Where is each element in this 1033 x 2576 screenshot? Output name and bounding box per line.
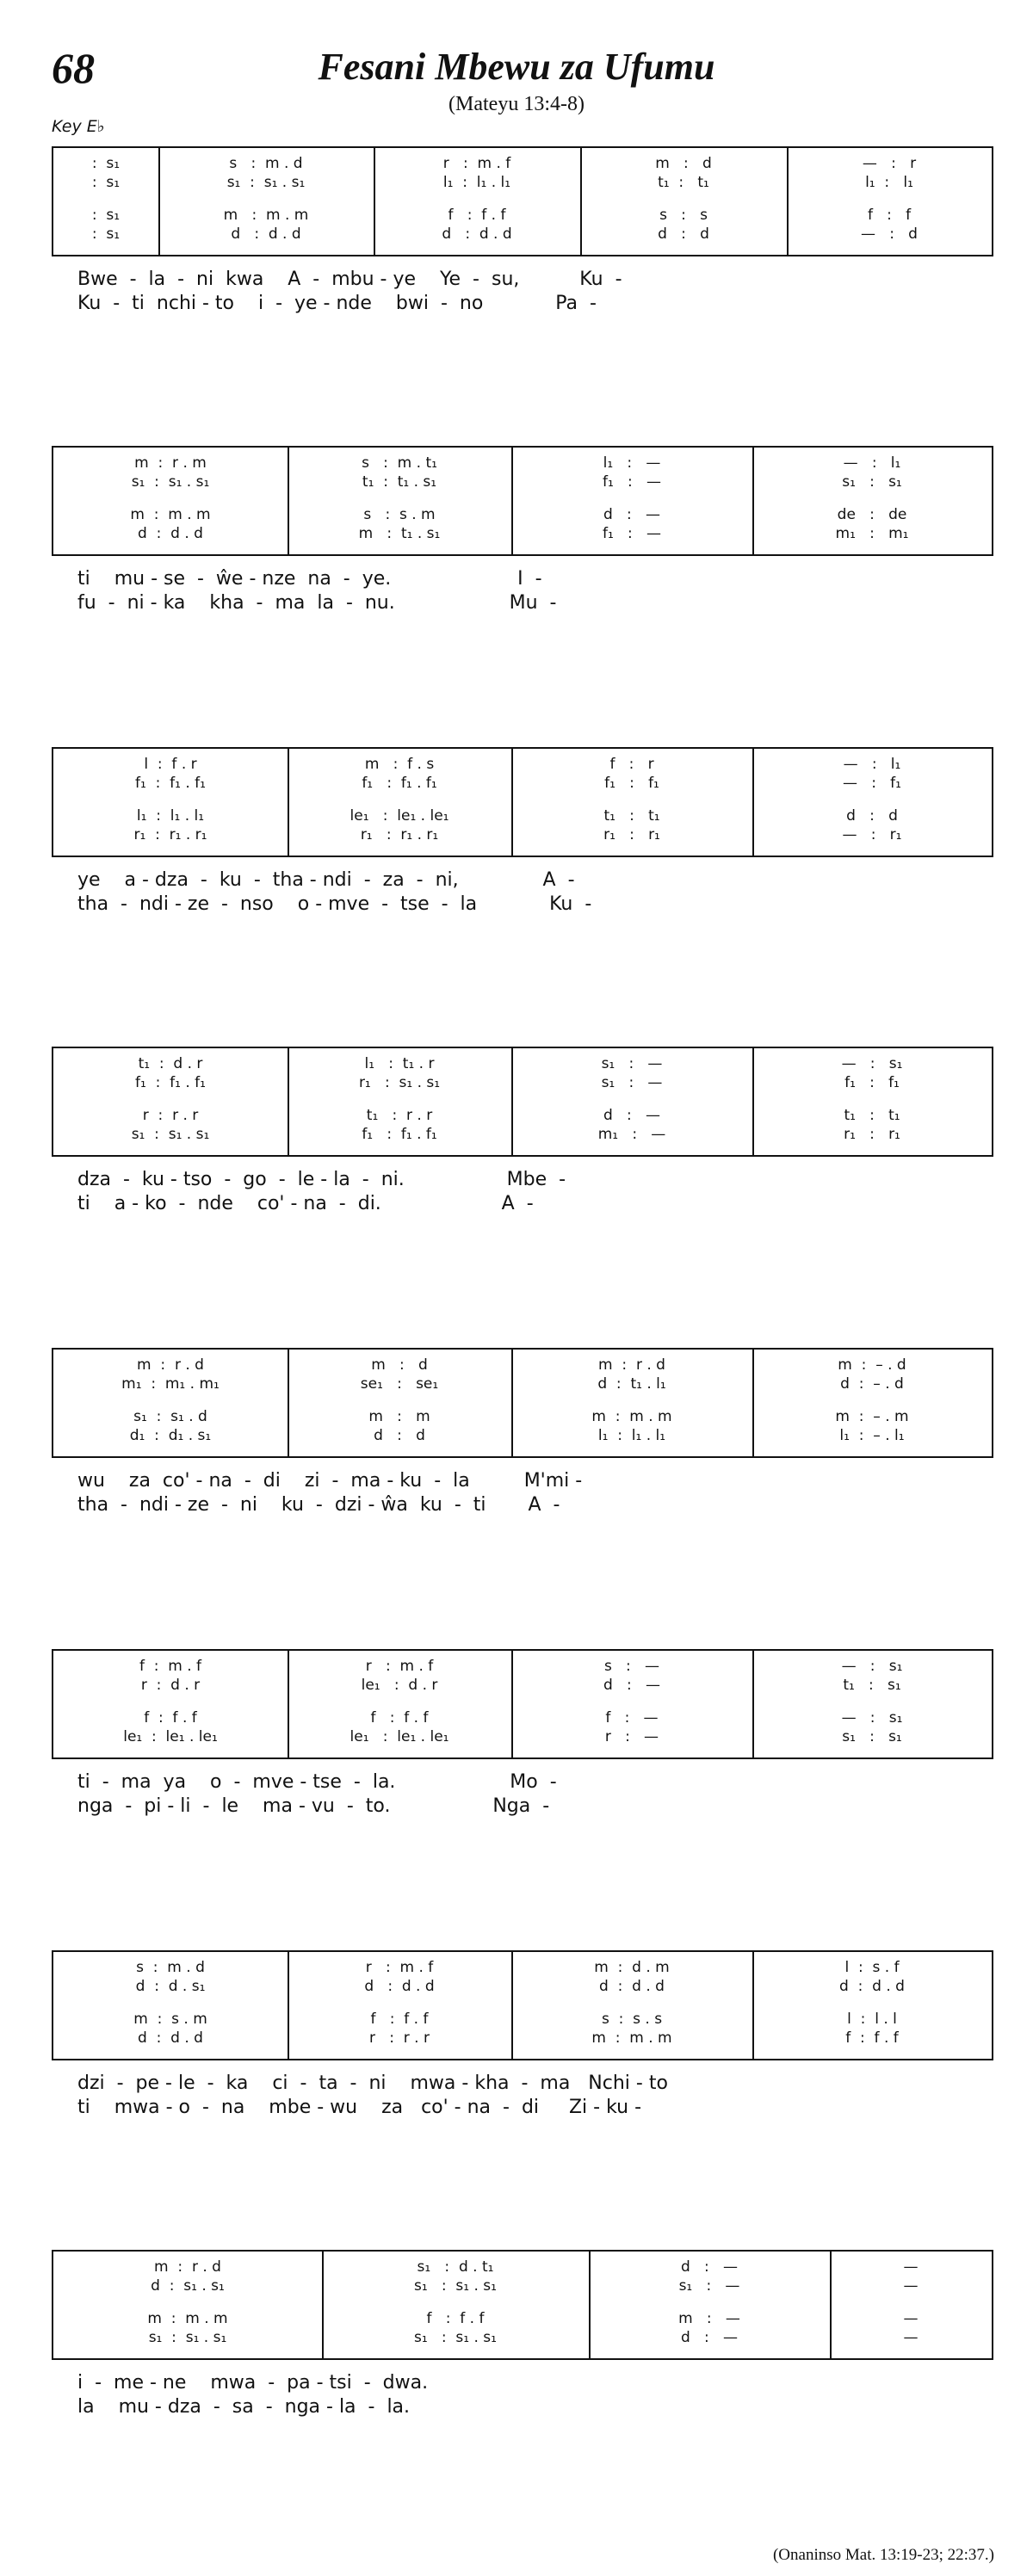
sol-fa-measure: f : m . f [139,1658,202,1675]
sol-fa-measure: s : s . s [601,2011,663,2028]
sol-fa-measure: l₁ : l₁ [865,174,913,191]
sol-fa-measure: f₁ : f₁ [844,1074,900,1091]
sol-fa-measure: se₁ : se₁ [360,1375,439,1393]
sol-fa-measure: s : s [659,207,708,224]
sol-fa-measure: l₁ : — [603,454,661,472]
sol-fa-measure: s₁ : s₁ [842,1728,902,1745]
voice-row [53,1053,992,1074]
sol-fa-measure: s₁ : s₁ . s₁ [131,473,210,491]
voice-row [53,825,992,845]
voice-row [53,1355,992,1375]
staff-box [52,146,993,256]
score-system [52,1649,993,1821]
sol-fa-measure: m : r . d [137,1356,204,1374]
sol-fa-measure: f₁ : f₁ . f₁ [135,775,206,792]
sol-fa-measure: d : — [603,1677,660,1694]
sol-fa-measure: f₁ : f₁ . f₁ [362,775,437,792]
sol-fa-measure: d : d . d [364,1978,435,1995]
voice-row [53,1727,992,1747]
staff-box [52,1047,993,1157]
sol-fa-measure: f : f . f [370,1709,429,1727]
sol-fa-measure: m₁ : m₁ [835,525,909,542]
lyric-line-2: la mu - dza - sa - nga - la - la. [77,2396,411,2418]
voice-row [53,472,992,492]
voice-row [53,2028,992,2048]
staff-box [52,747,993,857]
sol-fa-measure: f : f . f [426,2310,485,2327]
sol-fa-measure: f₁ : f₁ . f₁ [362,1126,437,1143]
staff-box [52,1649,993,1759]
sol-fa-measure: le₁ : le₁ . le₁ [349,1728,449,1745]
voice-row [53,1675,992,1696]
sol-fa-measure: m : m . m [591,2029,672,2047]
lyric-line-2: ti mwa - o - na mbe - wu za co' - na - di Zi - ku - [77,2097,642,2118]
sol-fa-measure: d : d [846,807,898,825]
sol-fa-measure: m : r . m [134,454,207,472]
sol-fa-measure: s : m . d [136,1959,205,1976]
sol-fa-measure: — : s₁ [841,1709,903,1727]
sol-fa-measure: f : f [867,207,912,224]
sol-fa-measure: l₁ : l₁ . l₁ [442,174,511,191]
sol-fa-measure: — : l₁ [843,756,901,773]
voice-row [53,1072,992,1093]
sol-fa-measure: — [903,2329,919,2346]
sol-fa-measure: r₁ : r₁ [844,1126,900,1143]
lyric-line-2: ti a - ko - nde co' - na - di. A - [77,1193,534,1214]
voice-row [53,1406,992,1427]
score-system [52,747,993,919]
sol-fa-measure: m : m [368,1408,430,1425]
sol-fa-measure: s₁ : d . t₁ [417,2258,494,2276]
sol-fa-measure: le₁ : le₁ . le₁ [349,807,449,825]
sol-fa-measure: d : — [681,2329,738,2346]
page-number: 68 [52,44,95,92]
sol-fa-measure: — [903,2277,919,2295]
sol-fa-measure: d : d . d [231,225,301,243]
sol-fa-measure: m₁ : — [597,1126,666,1143]
sol-fa-measure: d : d . d [138,2029,203,2047]
sol-fa-measure: s : m . t₁ [362,454,437,472]
sol-fa-measure: — : l₁ [843,454,901,472]
sol-fa-measure: — [903,2258,919,2276]
voice-row [53,2327,992,2348]
sol-fa-measure: : s₁ [91,155,121,172]
voice-row [53,172,992,193]
sol-fa-measure: — : s₁ [841,1658,903,1675]
voice-row [53,806,992,826]
sol-fa-measure: f : r [609,756,654,773]
sol-fa-measure: l₁ : – . l₁ [839,1427,905,1444]
voice-row [53,1656,992,1677]
sol-fa-measure: d : d [374,1427,425,1444]
voice-row [53,2009,992,2029]
lyric-line-1: ye a - dza - ku - tha - ndi - za - ni, A - [77,869,575,891]
staff-box [52,2250,993,2360]
footnote: (Onaninso Mat. 13:19-23; 22:37.) [772,2546,994,2564]
lyric-line-2: tha - ndi - ze - ni ku - dzi - ŵa ku - ti A - [77,1494,560,1516]
lyric-line-2: Ku - ti nchi - to i - ye - nde bwi - no Pa - [77,293,597,314]
sol-fa-measure: s : s . m [363,506,436,523]
lyric-line-1: dzi - pe - le - ka ci - ta - ni mwa - kha - ma Nchi - to [77,2073,668,2094]
sol-fa-measure: — : f₁ [843,775,901,792]
sol-fa-measure: s₁ : — [678,2277,740,2295]
sol-fa-measure: d : s₁ . s₁ [151,2277,225,2295]
sol-fa-measure: t₁ : s₁ [843,1677,901,1694]
lyric-line-2: nga - pi - li - le ma - vu - to. Nga - [77,1795,550,1817]
sol-fa-measure: le₁ : le₁ . le₁ [123,1728,218,1745]
sol-fa-measure: s₁ : s₁ [842,473,902,491]
sol-fa-measure: d : — [681,2258,738,2276]
sol-fa-measure: f : f . f [144,1709,197,1727]
sol-fa-measure: l : s . f [844,1959,900,1976]
sol-fa-measure: d : — [603,1107,660,1124]
sol-fa-measure: r₁ : r₁ . r₁ [133,826,207,843]
voice-row [53,1374,992,1394]
sol-fa-measure: s₁ : s₁ . s₁ [131,1126,210,1143]
score-system [52,446,993,618]
voice-row [53,1976,992,1997]
sol-fa-measure: : s₁ [91,174,121,191]
sol-fa-measure: d : d . d [599,1978,665,1995]
sol-fa-measure: r : r . r [142,1107,199,1124]
sol-fa-measure: s₁ : — [601,1055,663,1072]
sol-fa-measure: f : f . f [845,2029,899,2047]
sol-fa-measure: s₁ : s₁ . d [133,1408,207,1425]
lyric-line-2: fu - ni - ka kha - ma la - nu. Mu - [77,592,557,614]
lyric-line-1: ti mu - se - ŵe - nze na - ye. I - [77,568,542,590]
sol-fa-measure: r : m . f [442,155,511,172]
sol-fa-measure: m : r . d [598,1356,665,1374]
lyric-line-1: ti - ma ya o - mve - tse - la. Mo - [77,1771,557,1793]
sol-fa-measure: d : d [658,225,709,243]
staff-box [52,446,993,556]
sol-fa-measure: — : r₁ [842,826,902,843]
sol-fa-measure: r₁ : r₁ . r₁ [360,826,439,843]
sol-fa-measure: — : s₁ [841,1055,903,1072]
voice-row [53,153,992,174]
sol-fa-measure: t₁ : t₁ [844,1107,900,1124]
sol-fa-measure: l : l . l [847,2011,897,2028]
sol-fa-measure: l : f . r [144,756,197,773]
sol-fa-measure: d : d . d [138,525,203,542]
lyric-line-2: tha - ndi - ze - nso o - mve - tse - la Ku - [77,893,592,915]
sol-fa-measure: s : — [603,1658,659,1675]
score-system [52,2250,993,2422]
sol-fa-measure: — : r [862,155,917,172]
sol-fa-measure: d : d . d [839,1978,905,1995]
voice-row [53,1708,992,1728]
sol-fa-measure: r : — [604,1728,659,1745]
voice-row [53,2276,992,2296]
voice-row [53,1425,992,1446]
sol-fa-measure: m : m . m [147,2310,228,2327]
sol-fa-measure: f : f . f [448,207,506,224]
sol-fa-measure: — : d [861,225,918,243]
sol-fa-measure: t₁ : t₁ . s₁ [362,473,437,491]
sol-fa-measure: l₁ : l₁ . l₁ [597,1427,666,1444]
sol-fa-measure: l₁ : t₁ . r [364,1055,435,1072]
sol-fa-measure: d : t₁ . l₁ [597,1375,666,1393]
lyric-line-1: dza - ku - tso - go - le - la - ni. Mbe - [77,1169,566,1190]
sol-fa-measure: m : – . m [835,1408,909,1425]
sol-fa-measure: d : – . d [840,1375,904,1393]
sol-fa-measure: m : — [678,2310,740,2327]
sol-fa-measure: m : d . m [594,1959,670,1976]
sol-fa-measure: d : d . d [442,225,512,243]
score-system [52,146,993,318]
sol-fa-measure: l₁ : l₁ . l₁ [136,807,205,825]
sol-fa-measure: s₁ : s₁ . s₁ [226,174,306,191]
scripture-reference: (Mateyu 13:4-8) [448,93,585,115]
lyric-line-1: Bwe - la - ni kwa A - mbu - ye Ye - su, Ku - [77,269,622,290]
sol-fa-measure: m : f . s [364,756,435,773]
sol-fa-measure: d : d . s₁ [135,1978,206,1995]
sol-fa-measure: : s₁ [91,225,121,243]
sol-fa-measure: d : — [603,506,660,523]
sol-fa-measure: t₁ : d . r [138,1055,203,1072]
sol-fa-measure: r : d . r [140,1677,201,1694]
lyric-line-1: i - me - ne mwa - pa - tsi - dwa. [77,2372,429,2394]
sol-fa-measure: s : m . d [229,155,303,172]
sol-fa-measure: m₁ : m₁ . m₁ [121,1375,220,1393]
voice-row [53,523,992,544]
sol-fa-measure: m : m . m [223,207,309,224]
sol-fa-measure: t₁ : t₁ [658,174,709,191]
sol-fa-measure: s₁ : s₁ . s₁ [148,2329,227,2346]
voice-row [53,2308,992,2329]
sol-fa-measure: m : m . m [130,506,211,523]
voice-row [53,1124,992,1145]
sol-fa-measure: f : — [605,1709,659,1727]
score-system [52,1950,993,2122]
sol-fa-measure: r₁ : r₁ [603,826,660,843]
score-system [52,1348,993,1520]
sol-fa-measure: : s₁ [91,207,121,224]
sol-fa-measure: m : d [655,155,712,172]
score-system [52,1047,993,1219]
lyric-line-1: wu za co' - na - di zi - ma - ku - la M'mi - [77,1470,583,1492]
sol-fa-measure: f₁ : — [603,525,661,542]
sol-fa-measure: t₁ : r . r [366,1107,433,1124]
sol-fa-measure: m : r . d [154,2258,221,2276]
sol-fa-measure: m : d [371,1356,428,1374]
sol-fa-measure: s₁ : s₁ . s₁ [414,2277,497,2295]
voice-row [53,205,992,225]
key-signature: Key E♭ [52,117,105,136]
voice-row [53,1957,992,1978]
sol-fa-measure: r : m . f [365,1959,434,1976]
sol-fa-measure: t₁ : t₁ [603,807,660,825]
sol-fa-measure: m : s . m [133,2011,207,2028]
sol-fa-measure: f₁ : f₁ . f₁ [135,1074,206,1091]
sol-fa-measure: r₁ : s₁ . s₁ [358,1074,441,1091]
sol-fa-measure: d₁ : d₁ . s₁ [129,1427,212,1444]
staff-box [52,1348,993,1458]
voice-row [53,1105,992,1126]
sol-fa-measure: s₁ : — [601,1074,663,1091]
voice-row [53,754,992,775]
voice-row [53,224,992,244]
sol-fa-measure: f₁ : f₁ [604,775,659,792]
sol-fa-measure: f₁ : — [603,473,661,491]
sol-fa-measure: de : de [837,506,907,523]
sol-fa-measure: le₁ : d . r [361,1677,438,1694]
sol-fa-measure: m : m . m [591,1408,672,1425]
voice-row [53,453,992,473]
sol-fa-measure: — [903,2310,919,2327]
sol-fa-measure: s₁ : s₁ . s₁ [414,2329,497,2346]
staff-box [52,1950,993,2060]
sol-fa-measure: m : t₁ . s₁ [358,525,441,542]
voice-row [53,2257,992,2277]
voice-row [53,773,992,794]
sol-fa-measure: m : – . d [838,1356,906,1374]
voice-row [53,504,992,525]
sol-fa-measure: r : r . r [369,2029,430,2047]
page-title: Fesani Mbewu za Ufumu [318,46,715,88]
sol-fa-measure: f : f . f [370,2011,429,2028]
sol-fa-measure: r : m . f [365,1658,434,1675]
